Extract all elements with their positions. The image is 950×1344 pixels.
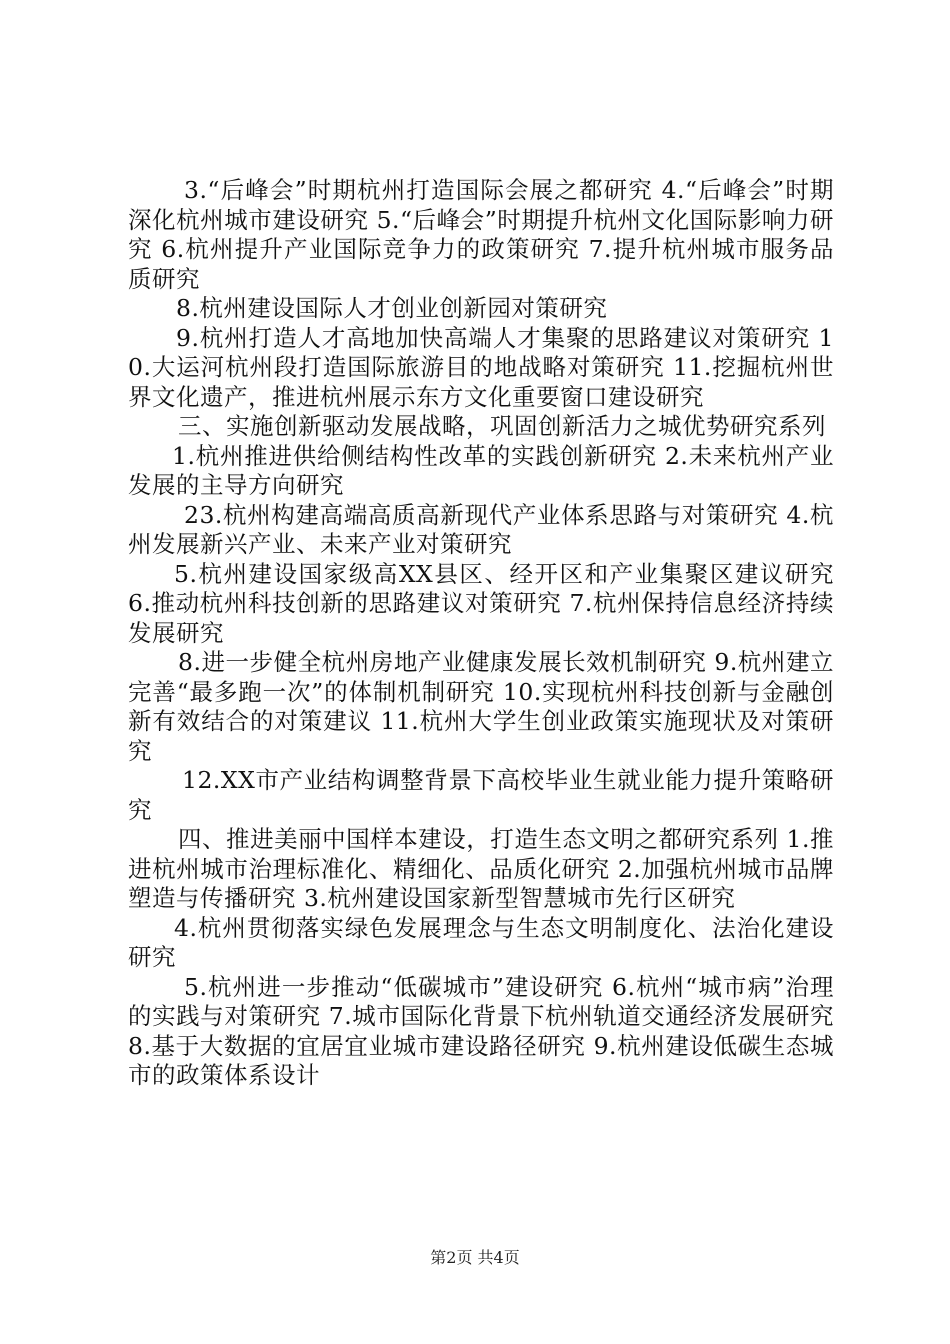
section-heading-3: 三、实施创新驱动发展战略，巩固创新活力之城优势研究系列 — [178, 412, 826, 440]
paragraph-8: 8.进一步健全杭州房地产业健康发展长效机制研究 9.杭州建立完善“最多跑一次”的体制机制研究 10.实现杭州科技创新与金融创新有效结合的对策建议 11.杭州大学生创业政策实施现状及对策研究 — [128, 648, 834, 765]
paragraph-6: 23.杭州构建高端高质高新现代产业体系思路与对策研究 4.杭州发展新兴产业、未来产业对策研究 — [128, 500, 834, 558]
paragraph-7: 5.杭州建设国家级高XX县区、经开区和产业集聚区建议研究 6.推动杭州科技创新的思路建议对策研究 7.杭州保持信息经济持续发展研究 — [128, 559, 834, 647]
section-heading-4: 四、推进美丽中国样本建设，打造生态文明之都研究系列 1.推进杭州城市治理标准化、精细化、品质化研究 2.加强杭州城市品牌塑造与传播研究 3.杭州建设国家新型智慧城市先行区研究 — [128, 825, 834, 912]
paragraph-5: 1.杭州推进供给侧结构性改革的实践创新研究 2.未来杭州产业发展的主导方向研究 — [128, 441, 834, 499]
paragraph-1: 3.“后峰会”时期杭州打造国际会展之都研究 4.“后峰会”时期深化杭州城市建设研究 5.“后峰会”时期提升杭州文化国际影响力研究 6.杭州提升产业国际竞争力的政策研究 7.提升杭州城市服务品质研究 — [128, 176, 834, 293]
paragraph-2: 8.杭州建设国际人才创业创新园对策研究 — [176, 294, 608, 322]
document-body — [128, 176, 834, 1091]
paragraph-3: 9.杭州打造人才高地加快高端人才集聚的思路建议对策研究 10.大运河杭州段打造国际旅游目的地战略对策研究 11.挖掘杭州世界文化遗产，推进杭州展示东方文化重要窗口建设研究 — [128, 323, 834, 411]
paragraph-12: 5.杭州进一步推动“低碳城市”建设研究 6.杭州“城市病”治理的实践与对策研究 7.城市国际化背景下杭州轨道交通经济发展研究 8.基于大数据的宜居宜业城市建设路径研究 9.杭州建设低碳生态城市的政策体系设计 — [128, 972, 834, 1089]
paragraph-9: 12.XX市产业结构调整背景下高校毕业生就业能力提升策略研究 — [128, 766, 834, 824]
page-footer: 第2页 共4页 — [430, 1248, 520, 1267]
paragraph-11: 4.杭州贯彻落实绿色发展理念与生态文明制度化、法治化建设研究 — [128, 913, 834, 971]
